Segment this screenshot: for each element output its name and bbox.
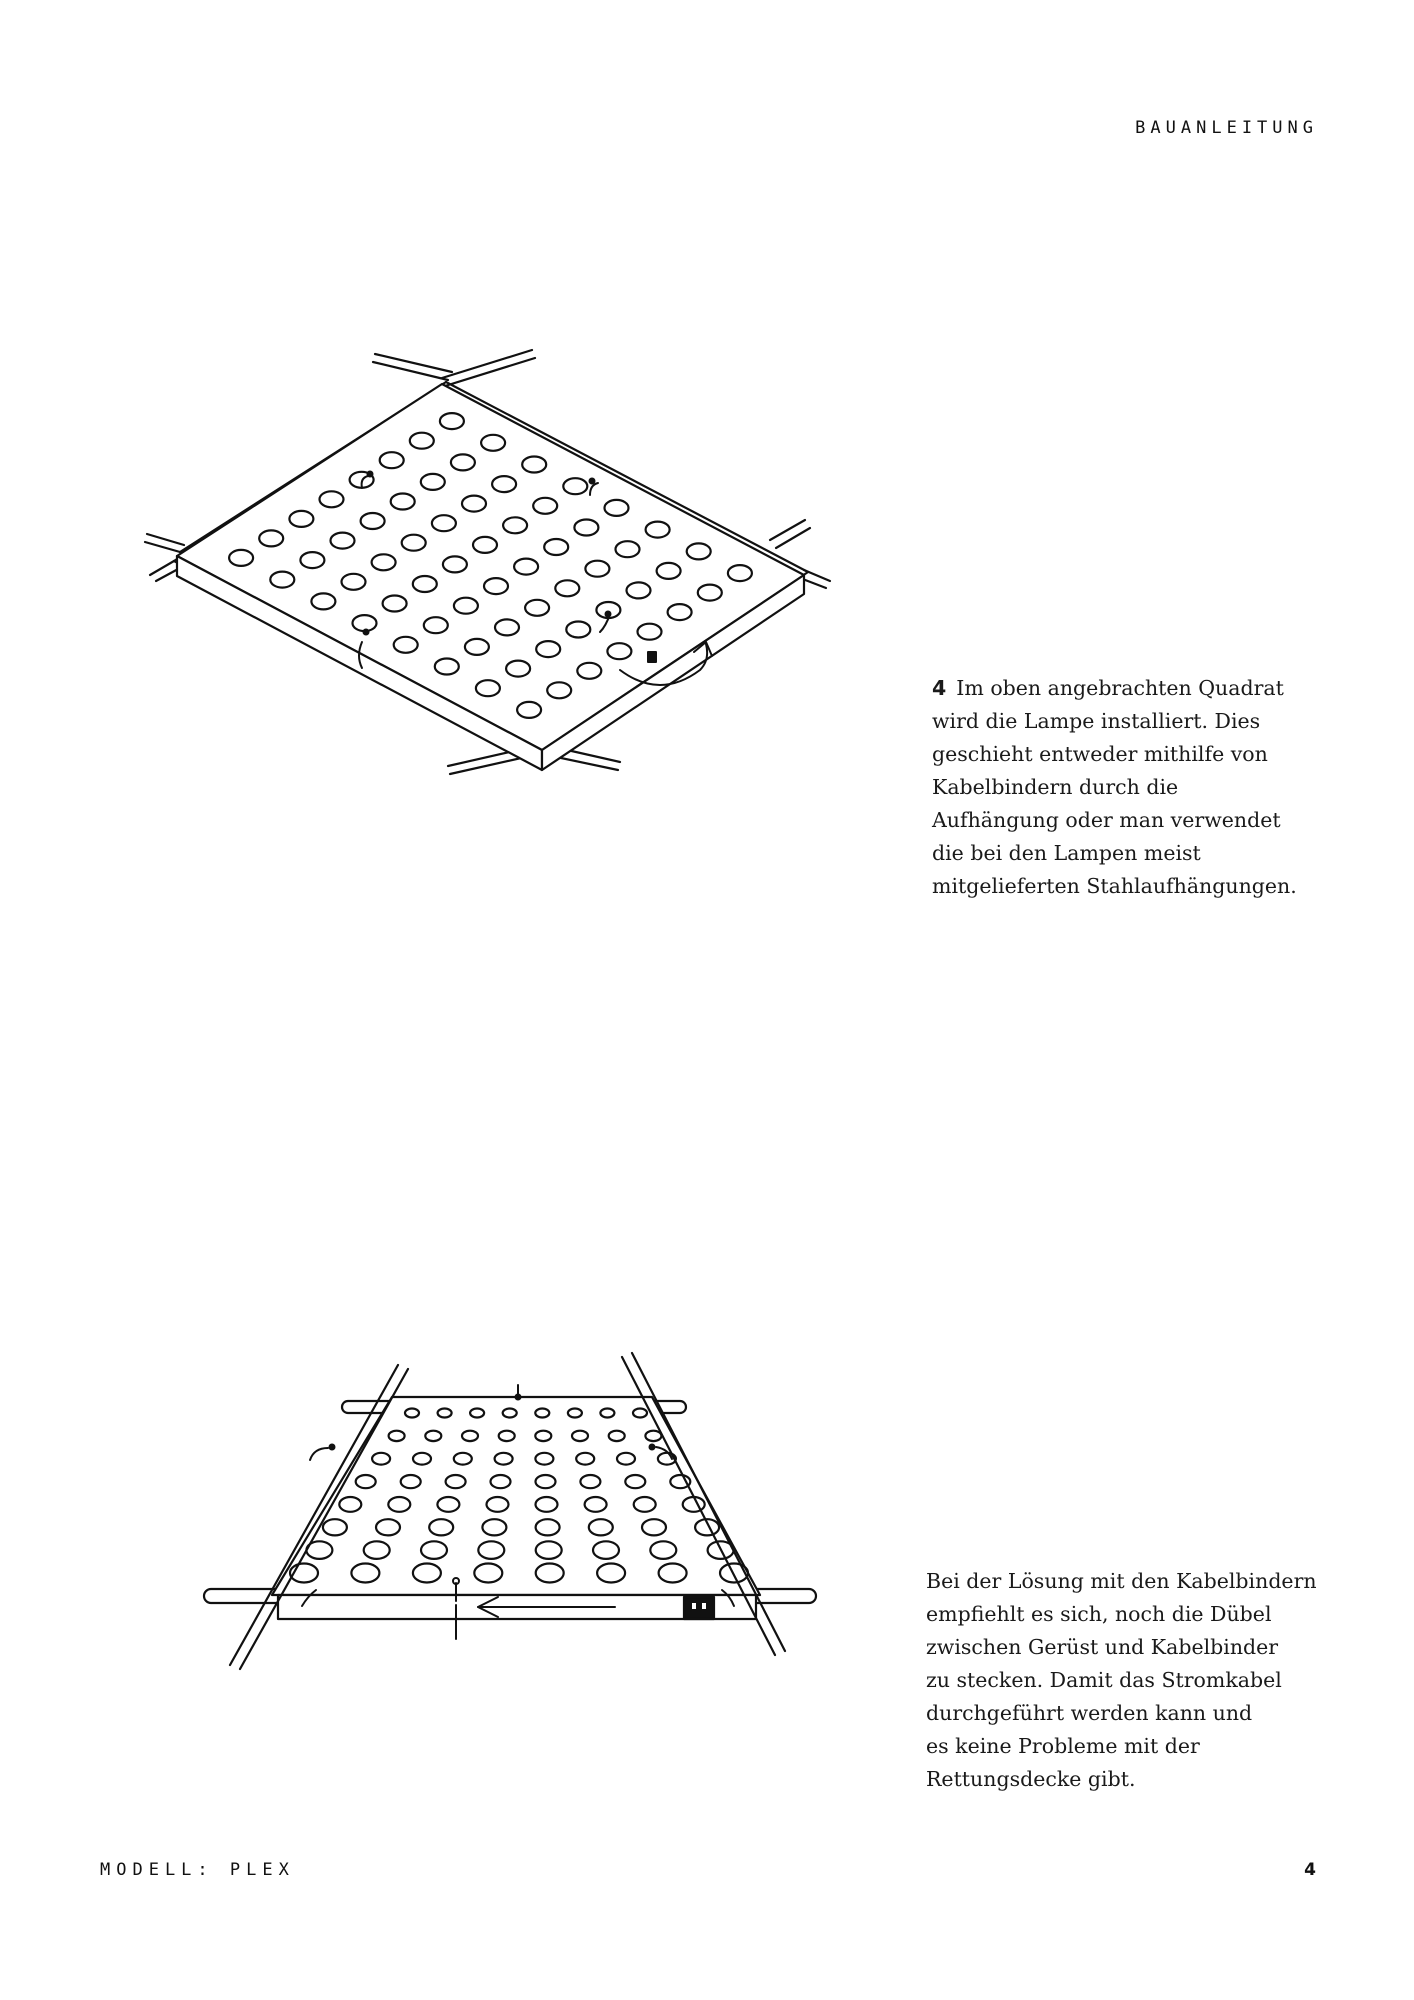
step4-line-0: Im oben angebrachten Quadrat (956, 676, 1284, 700)
cable-line-6: Rettungsdecke gibt. (926, 1767, 1136, 1791)
cable-line-2: zwischen Gerüst und Kabelbinder (926, 1635, 1279, 1659)
step-number: 4 (932, 676, 947, 700)
step4-line-1: wird die Lampe installiert. Dies (932, 709, 1261, 733)
cable-line-1: empfiehlt es sich, noch die Dübel (926, 1602, 1272, 1626)
model-name: MODELL: PLEX (100, 1860, 295, 1880)
step-4-text (932, 672, 1352, 903)
cable-tie-illustration (200, 1345, 820, 1675)
page-number: 4 (1304, 1860, 1316, 1880)
step4-line-3: Kabelbindern durch die (932, 775, 1179, 799)
plug-socket-icon (684, 1597, 714, 1619)
step4-line-6: mitgelieferten Stahlaufhängungen. (932, 874, 1297, 898)
cable-line-0: Bei der Lösung mit den Kabelbindern (926, 1569, 1317, 1593)
step4-line-2: geschieht entweder mithilfe von (932, 742, 1268, 766)
cable-line-4: durchgeführt werden kann und (926, 1701, 1253, 1725)
cable-line-5: es keine Probleme mit der (926, 1734, 1200, 1758)
cable-line-3: zu stecken. Damit das Stromkabel (926, 1668, 1282, 1692)
step4-line-4: Aufhängung oder man verwendet (932, 808, 1281, 832)
panel-top (272, 1397, 760, 1595)
cable-tie-text (926, 1565, 1346, 1796)
lamp-install-illustration (180, 370, 820, 770)
step4-line-5: die bei den Lampen meist (932, 841, 1201, 865)
header-label: BAUANLEITUNG (1135, 118, 1318, 138)
